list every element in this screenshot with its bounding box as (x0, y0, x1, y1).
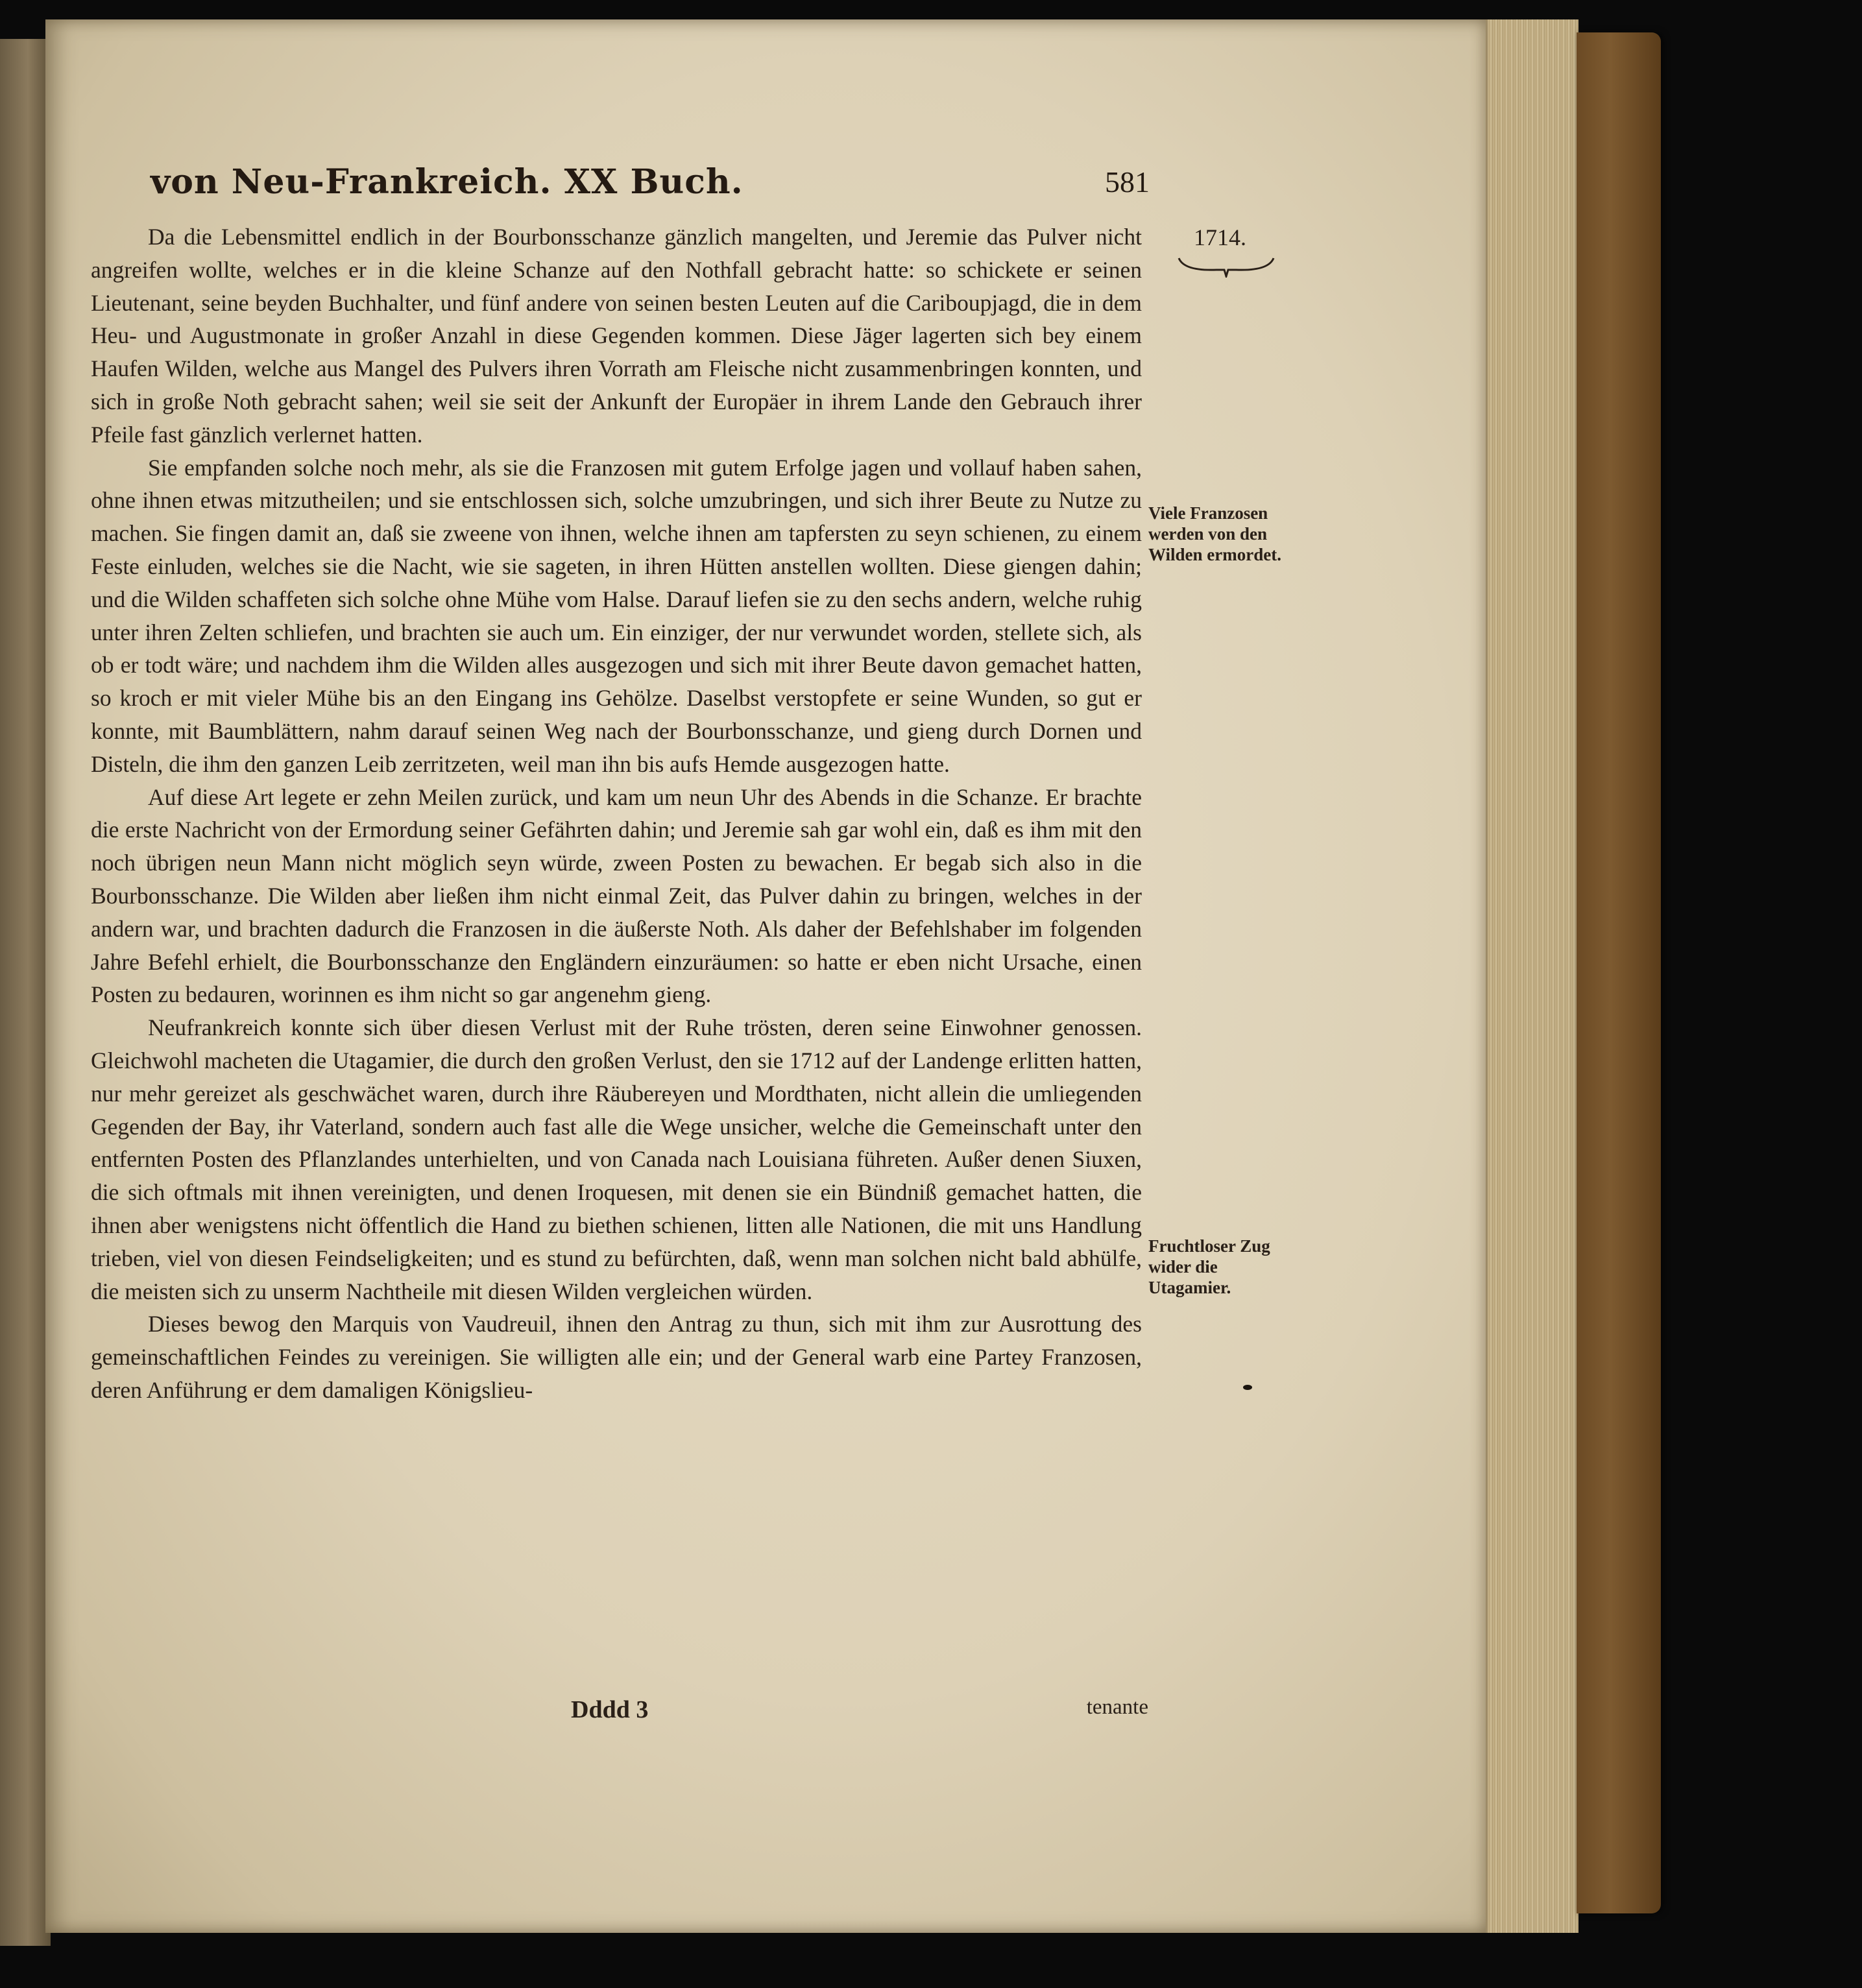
ink-speck (1243, 1385, 1252, 1390)
paragraph: Sie empfanden solche noch mehr, als sie die Franzosen mit gutem Erfolge jagen und vollauf haben sahen, ohne ihnen etwas mitzutheilen; und sie entschlossen sich, solche umzubringen, und sich ihrer Beute zu Nutze zu machen. Sie fingen damit an, daß sie zweene von ihnen, welche ihnen am tapfersten zu seyn schienen, zu einem Feste einluden, welches sie die Nacht, wie sie sageten, in ihren Hütten anstellen wollten. Diese giengen dahin; und die Wilden schaffeten sich solche ohne Mühe vom Halse. Darauf liefen sie zu den sechs andern, welche ruhig unter ihren Zelten schliefen, und brachten sie auch um. Ein einziger, der nur verwundet worden, stellete sich, als ob er todt wäre; und nachdem ihm die Wilden alles ausgezogen und sich mit ihrer Beute davon gemachet hatten, so kroch er mit vieler Mühe bis an den Eingang ins Gehölze. Daselbst verstopfete er seine Wunden, so gut er konnte, mit Baumblättern, nahm darauf seinen Weg nach der Bourbonsschanze, und gieng durch Dornen und Disteln, die ihm den ganzen Leib zerritzeten, weil man ihn bis aufs Hemde ausgezogen hatte. (91, 454, 1142, 777)
running-header (151, 162, 1150, 208)
margin-year: 1714. (1194, 224, 1246, 250)
page-footer (571, 1695, 1148, 1728)
page-number: 581 (1105, 165, 1150, 198)
margin-brace (1178, 254, 1275, 278)
signature-mark: Dddd 3 (571, 1696, 649, 1723)
paragraph: Neufrankreich konnte sich über diesen Verlust mit der Ruhe trösten, deren seine Einwohner genossen. Gleichwohl macheten die Utagamier, die durch den großen Verlust, den sie 1712 auf der Landenge erlitten hatten, nur mehr gereizet als geschwächet waren, durch ihre Räubereyen und Mordthaten, nicht allein die umliegenden Gegenden der Bay, ihr Vaterland, sondern auch fast alle die Wege unsicher, welche die Gemeinschaft unter den entfernten Posten des Pflanzlandes unterhielten, und von Canada nach Louisiana führeten. Außer denen Siuxen, die sich oftmals mit ihnen vereinigten, und denen Iroquesen, mit denen sie ein Bündniß gemachet hatten, die ihnen aber wenigstens nicht öffentlich die Hand zu biethen schienen, litten alle Nationen, die mit uns Handlung trieben, viel von diesen Feindseligkeiten; und es stund zu befürchten, daß, wenn man solchen nicht bald abhülfe, die meisten sich zu unserm Nachtheile mit diesen Wilden vergleichen würden. (91, 1014, 1142, 1304)
paragraph: Dieses bewog den Marquis von Vaudreuil, ihnen den Antrag zu thun, sich mit ihm zur Ausrottung des gemeinschaftlichen Feindes zu vereinigen. Sie willigten alle ein; und der General warb eine Partey Franzosen, deren Anführung er dem damaligen Königslieu- (91, 1311, 1142, 1403)
paragraph: Auf diese Art legete er zehn Meilen zurück, und kam um neun Uhr des Abends in die Schanze. Er brachte die erste Nachricht von der Ermordung seiner Gefährten dahin; und Jeremie sah gar wohl ein, daß es ihm mit den noch übrigen neun Mann nicht möglich seyn würde, zween Posten zu bewachen. Er begab sich also in die Bourbonsschanze. Die Wilden aber ließen ihm nicht einmal Zeit, das Pulver dahin zu bringen, welches in der andern war, und brachten dadurch die Franzosen in die äußerste Noth. Als daher der Befehlshaber im folgenden Jahre Befehl erhielt, die Bourbonsschanze den Engländern einzuräumen: so hatte er eben nicht Ursache, einen Posten zu bedauren, worinnen es ihm nicht so gar angenehm gieng. (91, 784, 1142, 1008)
main-text (91, 221, 1142, 1407)
page-block-edges (1486, 19, 1578, 1933)
margin-note-murder: Viele Franzosen werden von den Wilden ermordet. (1148, 503, 1281, 564)
previous-page-edge (0, 39, 51, 1946)
book-cover-edge (1577, 32, 1661, 1913)
margin-note-expedition: Fruchtloser Zug wider die Utagamier. (1148, 1236, 1270, 1297)
paragraph: Da die Lebensmittel endlich in der Bourbonsschanze gänzlich mangelten, und Jeremie das Pulver nicht angreifen wollte, welches er in die kleine Schanze auf den Nothfall gebracht hatte: so schickete er seinen Lieutenant, seine beyden Buchhalter, und fünf andere von seinen besten Leuten auf die Cariboupjagd, die in dem Heu- und Augustmonate in großer Anzahl in diese Gegenden kommen. Diese Jäger lagerten sich bey einem Haufen Wilden, welche aus Mangel des Pulvers ihren Vorrath am Fleische nicht zusammenbringen konnten, und sich in große Noth gebracht sahen; weil sie seit der Ankunft der Europäer in ihrem Lande den Gebrauch ihrer Pfeile fast gänzlich verlernet hatten. (91, 224, 1142, 448)
catchword: tenante (1086, 1695, 1148, 1719)
running-title: von Neu-Frankreich. XX Buch. (151, 162, 744, 202)
